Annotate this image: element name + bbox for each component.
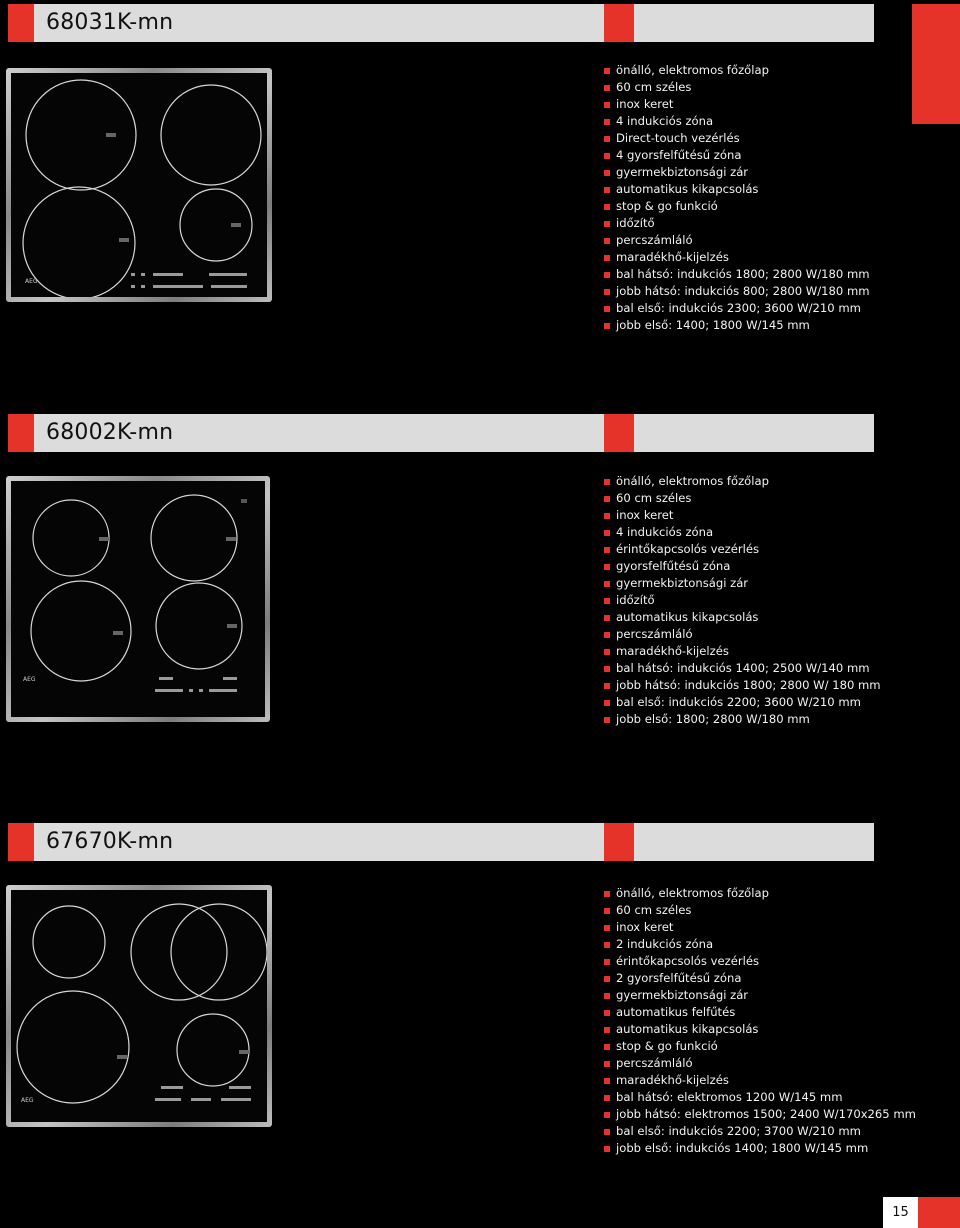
product-title: 67670K-mn [46, 829, 174, 854]
spec-item: gyorsfelfűtésű zóna [604, 558, 881, 575]
title-bar-right [634, 414, 874, 452]
spec-item: jobb első: indukciós 1400; 1800 W/145 mm [604, 1140, 916, 1157]
spec-item: önálló, elektromos főzőlap [604, 885, 916, 902]
zone-rear-left [33, 500, 109, 576]
spec-list [604, 473, 881, 728]
spec-item: gyermekbiztonsági zár [604, 987, 916, 1004]
spec-item: automatikus kikapcsolás [604, 609, 881, 626]
spec-item: maradékhő-kijelzés [604, 643, 881, 660]
title-accent-mid [604, 414, 634, 452]
product-title: 68002K-mn [46, 420, 174, 445]
spec-item: 60 cm széles [604, 902, 916, 919]
spec-item: érintőkapcsolós vezérlés [604, 953, 916, 970]
spec-item: 60 cm széles [604, 79, 870, 96]
cooktop-image [6, 68, 272, 302]
spec-item: Direct-touch vezérlés [604, 130, 870, 147]
zone-rear-left [33, 906, 105, 978]
title-bar-right [634, 823, 874, 861]
brand-logo: AEG [21, 1097, 34, 1104]
zone-rear-left [26, 80, 136, 190]
title-accent-left [8, 823, 34, 861]
zone-front-left [23, 187, 135, 297]
spec-item: percszámláló [604, 232, 870, 249]
cooktop-zones-drawing [11, 73, 267, 297]
page-number-box [883, 1197, 918, 1228]
spec-item: bal hátsó: indukciós 1400; 2500 W/140 mm [604, 660, 881, 677]
spec-item: maradékhő-kijelzés [604, 249, 870, 266]
title-bar [34, 414, 604, 452]
brand-logo: AEG [23, 676, 36, 683]
spec-item: jobb hátsó: indukciós 1800; 2800 W/ 180 mm [604, 677, 881, 694]
spec-item: automatikus kikapcsolás [604, 181, 870, 198]
spec-item: inox keret [604, 507, 881, 524]
spec-item: bal első: indukciós 2200; 3600 W/210 mm [604, 694, 881, 711]
zone-front-right [177, 1014, 249, 1086]
spec-item: önálló, elektromos főzőlap [604, 473, 881, 490]
zone-front-right [180, 189, 252, 261]
cooktop-image [6, 885, 272, 1127]
product-section-1 [0, 4, 960, 404]
spec-item: 60 cm széles [604, 490, 881, 507]
spec-item: stop & go funkció [604, 198, 870, 215]
spec-item: 4 indukciós zóna [604, 524, 881, 541]
spec-item: automatikus kikapcsolás [604, 1021, 916, 1038]
spec-item: időzítő [604, 215, 870, 232]
spec-item: gyermekbiztonsági zár [604, 575, 881, 592]
spec-item: időzítő [604, 592, 881, 609]
spec-item: stop & go funkció [604, 1038, 916, 1055]
title-bar [34, 823, 604, 861]
spec-item: bal első: indukciós 2200; 3700 W/210 mm [604, 1123, 916, 1140]
zone-rear-right [151, 495, 237, 581]
page-number: 15 [892, 1205, 909, 1220]
spec-item: jobb hátsó: indukciós 800; 2800 W/180 mm [604, 283, 870, 300]
spec-item: jobb hátsó: elektromos 1500; 2400 W/170x265 mm [604, 1106, 916, 1123]
title-accent-left [8, 4, 34, 42]
spec-item: jobb első: 1800; 2800 W/180 mm [604, 711, 881, 728]
spec-item: érintőkapcsolós vezérlés [604, 541, 881, 558]
title-bar-right [634, 4, 874, 42]
spec-item: 2 indukciós zóna [604, 936, 916, 953]
spec-item: automatikus felfűtés [604, 1004, 916, 1021]
spec-list [604, 885, 916, 1157]
spec-item: jobb első: 1400; 1800 W/145 mm [604, 317, 870, 334]
cooktop-image [6, 476, 270, 722]
zone-front-left [17, 991, 129, 1103]
spec-item: 2 gyorsfelfűtésű zóna [604, 970, 916, 987]
spec-item: bal első: indukciós 2300; 3600 W/210 mm [604, 300, 870, 317]
spec-list [604, 62, 870, 334]
title-accent-mid [604, 4, 634, 42]
page-number-accent [918, 1197, 960, 1228]
zone-rear-right-oval-b [171, 904, 267, 1000]
spec-item: inox keret [604, 919, 916, 936]
product-section-2 [0, 414, 960, 814]
title-accent-mid [604, 823, 634, 861]
spec-item: 4 indukciós zóna [604, 113, 870, 130]
zone-rear-right [161, 85, 261, 185]
zone-rear-right-oval-a [131, 904, 227, 1000]
spec-item: maradékhő-kijelzés [604, 1072, 916, 1089]
cooktop-zones-drawing [11, 890, 267, 1122]
spec-item: percszámláló [604, 1055, 916, 1072]
spec-item: bal hátsó: indukciós 1800; 2800 W/180 mm [604, 266, 870, 283]
title-bar [34, 4, 604, 42]
brand-logo: AEG [25, 278, 38, 285]
spec-item: gyermekbiztonsági zár [604, 164, 870, 181]
spec-item: bal hátsó: elektromos 1200 W/145 mm [604, 1089, 916, 1106]
spec-item: 4 gyorsfelfűtésű zóna [604, 147, 870, 164]
title-accent-left [8, 414, 34, 452]
spec-item: önálló, elektromos főzőlap [604, 62, 870, 79]
product-section-3 [0, 823, 960, 1183]
spec-item: percszámláló [604, 626, 881, 643]
spec-item: inox keret [604, 96, 870, 113]
product-title: 68031K-mn [46, 10, 174, 35]
cooktop-zones-drawing [11, 481, 265, 717]
